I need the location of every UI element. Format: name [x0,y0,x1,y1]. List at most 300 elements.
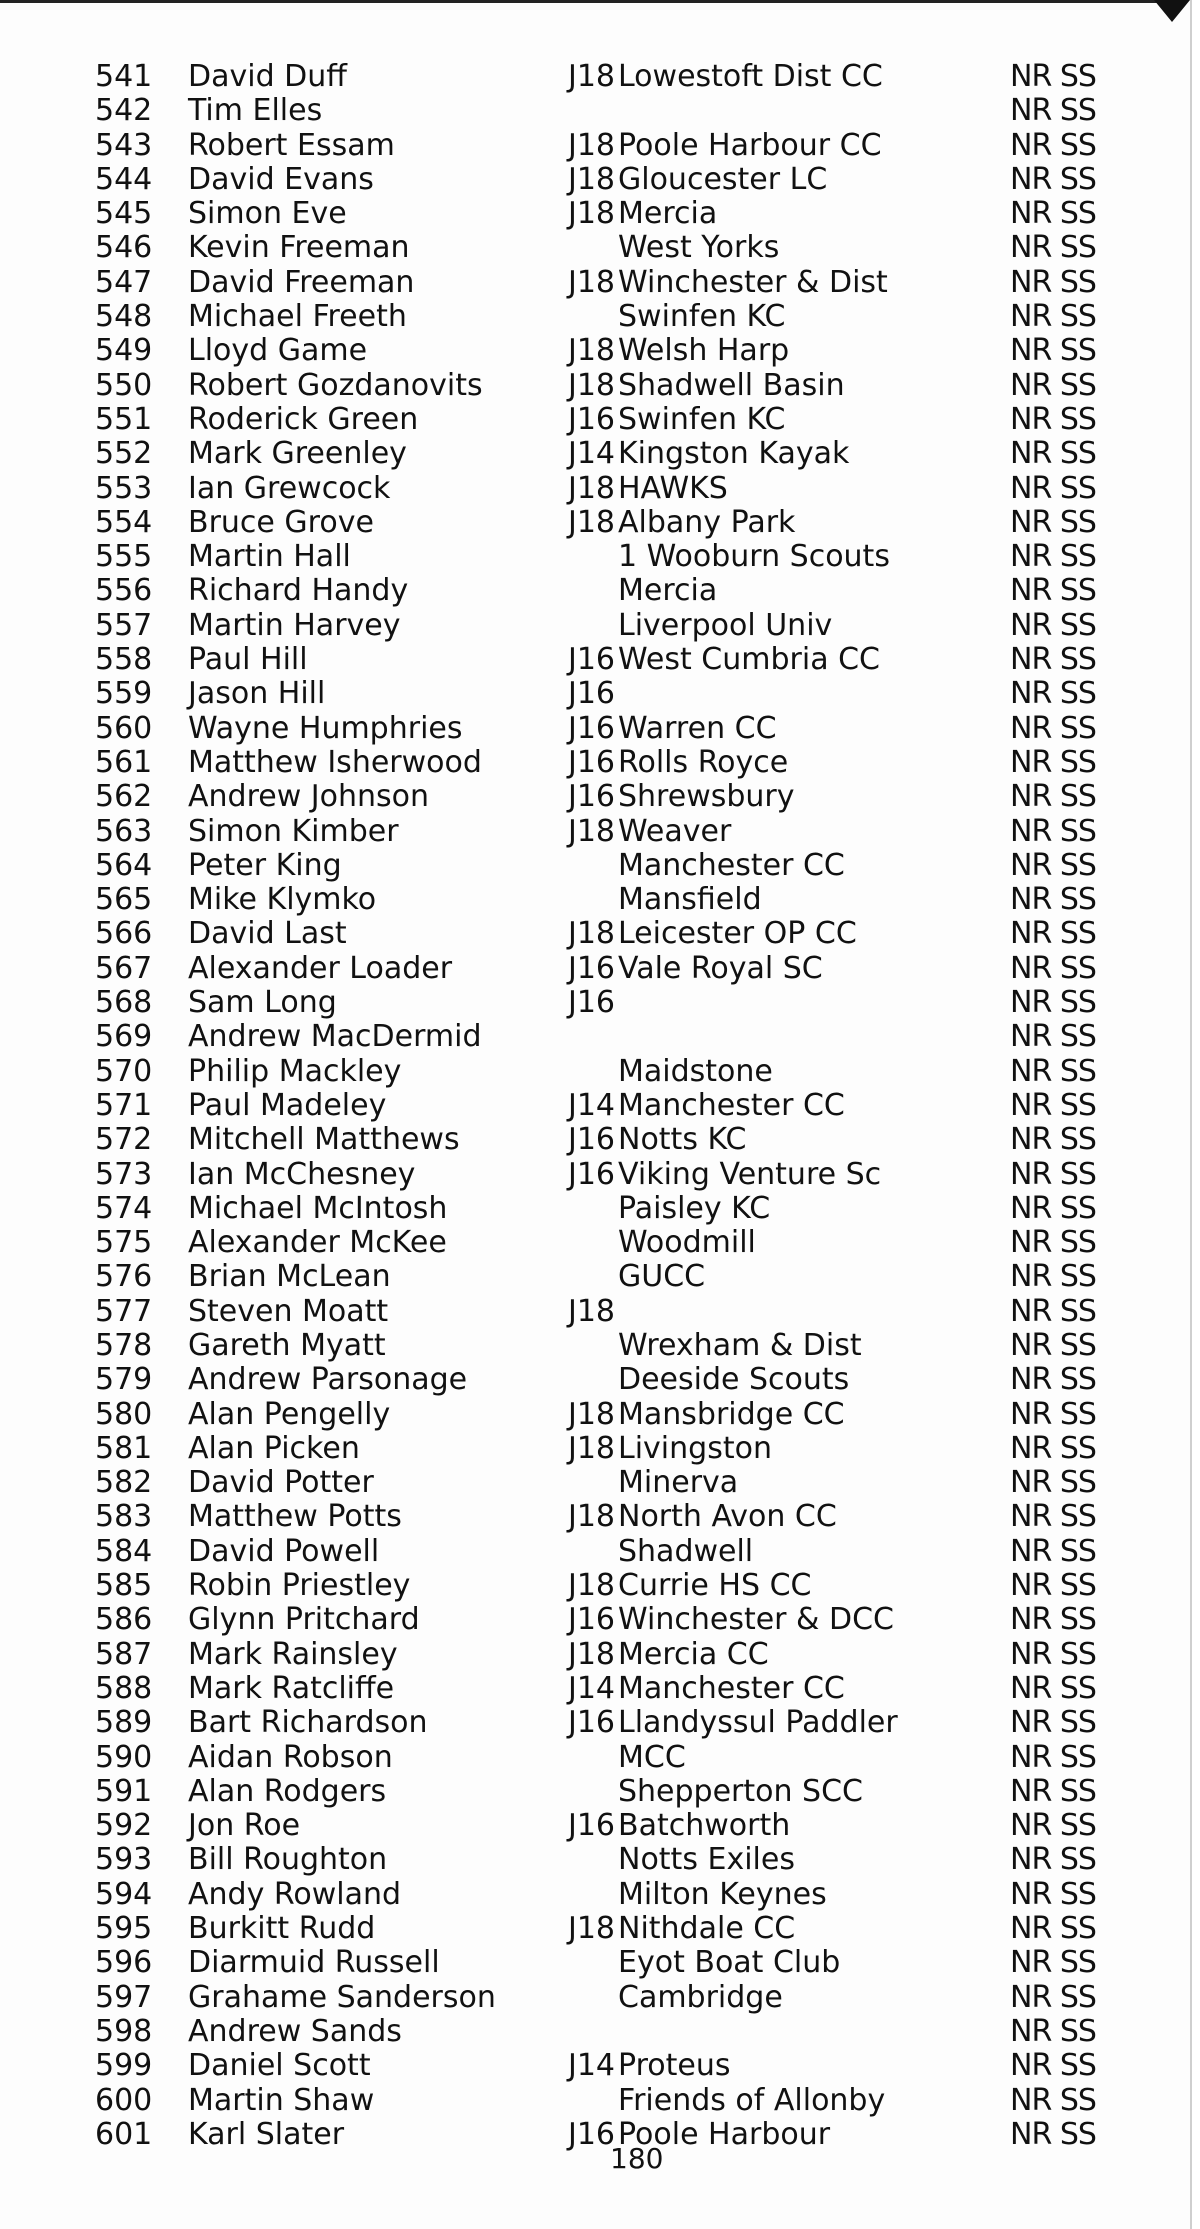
entry-number: 568 [95,985,153,1021]
entry-row [0,300,1190,334]
entry-club: North Avon CC [618,1499,837,1535]
entry-club: Nithdale CC [618,1911,796,1947]
entry-number: 593 [95,1842,153,1878]
entry-number: 595 [95,1911,153,1947]
entry-code: NR SS [1010,676,1096,712]
entry-number: 575 [95,1225,153,1261]
entry-code: NR SS [1010,299,1096,335]
entry-row [0,1466,1190,1500]
entry-code: NR SS [1010,127,1096,163]
entry-class: J14 [567,2048,615,2084]
entry-name: Jason Hill [188,676,326,712]
entry-row [0,746,1190,780]
entry-row [0,60,1190,94]
entry-number: 560 [95,710,153,746]
entry-row [0,1569,1190,1603]
entry-name: Martin Harvey [188,607,401,643]
entry-name: Ian McChesney [188,1156,416,1192]
entry-row [0,1123,1190,1157]
entry-class: J18 [567,127,615,163]
entry-number: 601 [95,2116,153,2152]
entry-code: NR SS [1010,333,1096,369]
entry-name: Michael Freeth [188,299,407,335]
page-number: 180 [610,2142,664,2175]
entry-club: Swinfen KC [618,299,786,335]
entry-code: NR SS [1010,1979,1096,2015]
entry-club: Weaver [618,813,732,849]
entry-club: Livingston [618,1430,772,1466]
entry-code: NR SS [1010,1396,1096,1432]
entry-row [0,1398,1190,1432]
entry-number: 546 [95,230,153,266]
entry-name: Matthew Potts [188,1499,402,1535]
entry-number: 576 [95,1259,153,1295]
entry-row [0,1843,1190,1877]
entry-row [0,266,1190,300]
entry-number: 597 [95,1979,153,2015]
entry-class: J16 [567,985,615,1021]
entry-name: Roderick Green [188,401,419,437]
entry-club: Winchester & Dist [618,264,888,300]
entry-name: Paul Hill [188,642,308,678]
entry-class: J18 [567,367,615,403]
entry-code: NR SS [1010,779,1096,815]
corner-fold-mark [1154,0,1190,22]
entry-club: Liverpool Univ [618,607,833,643]
entry-club: Deeside Scouts [618,1362,850,1398]
entry-row [0,677,1190,711]
entry-row [0,231,1190,265]
entry-club: Milton Keynes [618,1876,827,1912]
entry-number: 600 [95,2082,153,2118]
entry-number: 591 [95,1773,153,1809]
entry-name: Mark Ratcliffe [188,1670,395,1706]
entry-club: Mercia [618,196,718,232]
entry-number: 587 [95,1636,153,1672]
entry-row [0,815,1190,849]
entry-class: J14 [567,1670,615,1706]
entry-number: 549 [95,333,153,369]
entry-name: Mitchell Matthews [188,1122,460,1158]
entry-code: NR SS [1010,2013,1096,2049]
entry-number: 551 [95,401,153,437]
entry-row [0,1809,1190,1843]
entry-row [0,163,1190,197]
entry-row [0,472,1190,506]
entry-number: 584 [95,1533,153,1569]
entry-name: Gareth Myatt [188,1327,386,1363]
entry-name: David Potter [188,1465,374,1501]
entry-code: NR SS [1010,196,1096,232]
entry-club: Leicester OP CC [618,916,857,952]
entry-code: NR SS [1010,1773,1096,1809]
entry-number: 586 [95,1602,153,1638]
entry-number: 583 [95,1499,153,1535]
entry-code: NR SS [1010,1911,1096,1947]
entry-code: NR SS [1010,93,1096,129]
entry-code: NR SS [1010,264,1096,300]
entry-number: 577 [95,1293,153,1329]
entry-name: Martin Shaw [188,2082,375,2118]
entry-code: NR SS [1010,59,1096,94]
entry-row [0,986,1190,1020]
entry-number: 543 [95,127,153,163]
entry-number: 552 [95,436,153,472]
entry-name: Robert Gozdanovits [188,367,483,403]
entry-club: Cambridge [618,1979,783,2015]
entry-name: Kevin Freeman [188,230,410,266]
entry-row [0,2015,1190,2049]
entry-number: 573 [95,1156,153,1192]
entry-row [0,1741,1190,1775]
entry-club: Mercia CC [618,1636,769,1672]
entry-class: J18 [567,196,615,232]
entry-code: NR SS [1010,882,1096,918]
entry-number: 566 [95,916,153,952]
entry-code: NR SS [1010,470,1096,506]
entry-number: 572 [95,1122,153,1158]
entry-name: Andrew Johnson [188,779,430,815]
entry-name: Glynn Pritchard [188,1602,420,1638]
entry-class: J16 [567,950,615,986]
entry-name: Diarmuid Russell [188,1945,440,1981]
entry-number: 564 [95,847,153,883]
entry-number: 596 [95,1945,153,1981]
entry-code: NR SS [1010,916,1096,952]
entry-number: 559 [95,676,153,712]
entry-club: Poole Harbour [618,2116,831,2152]
entry-club: Notts KC [618,1122,747,1158]
entry-number: 563 [95,813,153,849]
entry-name: Brian McLean [188,1259,391,1295]
entry-class: J16 [567,1602,615,1638]
entry-name: David Freeman [188,264,415,300]
entry-name: Richard Handy [188,573,409,609]
entry-club: Mansfield [618,882,762,918]
entry-club: 1 Wooburn Scouts [618,539,890,575]
entry-club: Mansbridge CC [618,1396,845,1432]
entry-class: J18 [567,1293,615,1329]
entry-club: Batchworth [618,1808,791,1844]
entry-name: Steven Moatt [188,1293,389,1329]
entry-number: 594 [95,1876,153,1912]
entry-row [0,1912,1190,1946]
entry-club: Rolls Royce [618,744,789,780]
entry-name: David Evans [188,161,374,197]
entry-class: J18 [567,1568,615,1604]
entry-row [0,506,1190,540]
entry-row [0,129,1190,163]
entry-class: J14 [567,1087,615,1123]
entry-row [0,403,1190,437]
entry-code: NR SS [1010,1019,1096,1055]
entry-club: Minerva [618,1465,739,1501]
entry-row [0,2049,1190,2083]
entry-name: Andy Rowland [188,1876,402,1912]
entry-number: 578 [95,1327,153,1363]
entry-name: Philip Mackley [188,1053,402,1089]
entry-code: NR SS [1010,1842,1096,1878]
entry-name: Bart Richardson [188,1705,428,1741]
entry-club: Wrexham & Dist [618,1327,862,1363]
entry-number: 565 [95,882,153,918]
entry-number: 581 [95,1430,153,1466]
entry-club: Kingston Kayak [618,436,850,472]
entry-code: NR SS [1010,367,1096,403]
entry-name: Ian Grewcock [188,470,391,506]
entry-number: 547 [95,264,153,300]
entry-number: 599 [95,2048,153,2084]
entry-number: 544 [95,161,153,197]
entry-class: J18 [567,1396,615,1432]
entry-name: Mark Greenley [188,436,407,472]
entry-class: J16 [567,1156,615,1192]
entry-number: 545 [95,196,153,232]
entry-code: NR SS [1010,1568,1096,1604]
entry-number: 557 [95,607,153,643]
entry-row [0,917,1190,951]
entry-row [0,94,1190,128]
entry-row [0,849,1190,883]
entry-name: Jon Roe [188,1808,301,1844]
entry-class: J16 [567,744,615,780]
entry-club: Woodmill [618,1225,756,1261]
entry-name: Karl Slater [188,2116,345,2152]
entry-club: Manchester CC [618,1670,845,1706]
entry-row [0,643,1190,677]
entry-name: Peter King [188,847,342,883]
entry-code: NR SS [1010,1533,1096,1569]
entry-club: GUCC [618,1259,706,1295]
entry-row [0,1226,1190,1260]
entry-club: Maidstone [618,1053,773,1089]
entry-code: NR SS [1010,436,1096,472]
entry-class: J18 [567,333,615,369]
entry-class: J16 [567,1705,615,1741]
entry-name: Andrew Sands [188,2013,402,2049]
entry-name: Paul Madeley [188,1087,387,1123]
entry-number: 558 [95,642,153,678]
entry-number: 556 [95,573,153,609]
entry-name: Andrew Parsonage [188,1362,468,1398]
entry-row [0,369,1190,403]
entry-row [0,1500,1190,1534]
entry-club: Shrewsbury [618,779,795,815]
entry-number: 590 [95,1739,153,1775]
entry-number: 554 [95,504,153,540]
entry-class: J18 [567,1636,615,1672]
entry-row [0,883,1190,917]
entry-row [0,1055,1190,1089]
entry-code: NR SS [1010,710,1096,746]
entry-code: NR SS [1010,1499,1096,1535]
entry-code: NR SS [1010,1087,1096,1123]
entry-number: 562 [95,779,153,815]
entry-row [0,1775,1190,1809]
entry-club: West Cumbria CC [618,642,881,678]
entry-row [0,334,1190,368]
entry-club: Shadwell [618,1533,754,1569]
entry-code: NR SS [1010,607,1096,643]
entry-name: Mike Klymko [188,882,377,918]
entry-code: NR SS [1010,2116,1096,2152]
entry-number: 598 [95,2013,153,2049]
entry-row [0,2084,1190,2118]
entry-row [0,1946,1190,1980]
entry-name: Simon Eve [188,196,347,232]
entry-code: NR SS [1010,813,1096,849]
entry-name: Alan Rodgers [188,1773,387,1809]
entry-code: NR SS [1010,2082,1096,2118]
entry-name: Alexander McKee [188,1225,447,1261]
entry-code: NR SS [1010,1430,1096,1466]
entry-club: Viking Venture Sc [618,1156,882,1192]
entry-number: 582 [95,1465,153,1501]
entry-row [0,197,1190,231]
entry-class: J18 [567,504,615,540]
entry-name: Grahame Sanderson [188,1979,496,2015]
entry-row [0,712,1190,746]
entry-club: Albany Park [618,504,796,540]
entry-class: J16 [567,2116,615,2152]
entry-club: Shadwell Basin [618,367,845,403]
entry-class: J16 [567,401,615,437]
entry-row [0,437,1190,471]
entry-club: Friends of Allonby [618,2082,886,2118]
entry-number: 580 [95,1396,153,1432]
entry-code: NR SS [1010,401,1096,437]
entry-code: NR SS [1010,1293,1096,1329]
entry-code: NR SS [1010,1876,1096,1912]
entry-row [0,1672,1190,1706]
entry-class: J16 [567,1122,615,1158]
entry-row [0,609,1190,643]
entry-name: Alan Picken [188,1430,360,1466]
entry-class: J18 [567,470,615,506]
entry-club: HAWKS [618,470,728,506]
entry-code: NR SS [1010,539,1096,575]
entry-name: Bill Roughton [188,1842,388,1878]
entry-class: J18 [567,813,615,849]
entry-row [0,952,1190,986]
entry-code: NR SS [1010,985,1096,1021]
entry-row [0,1878,1190,1912]
entry-number: 555 [95,539,153,575]
entry-number: 561 [95,744,153,780]
entry-code: NR SS [1010,2048,1096,2084]
entry-row [0,540,1190,574]
entry-name: Lloyd Game [188,333,368,369]
entry-row [0,1158,1190,1192]
entry-number: 588 [95,1670,153,1706]
entry-name: Martin Hall [188,539,351,575]
entry-row [0,1603,1190,1637]
entry-number: 542 [95,93,153,129]
entry-club: MCC [618,1739,686,1775]
entry-name: Mark Rainsley [188,1636,398,1672]
entry-name: Bruce Grove [188,504,374,540]
entry-code: NR SS [1010,1739,1096,1775]
entry-name: Sam Long [188,985,337,1021]
entry-club: Currie HS CC [618,1568,812,1604]
entry-number: 579 [95,1362,153,1398]
entry-number: 570 [95,1053,153,1089]
entry-club: Warren CC [618,710,777,746]
entry-club: Paisley KC [618,1190,771,1226]
entry-class: J18 [567,1911,615,1947]
entry-club: Swinfen KC [618,401,786,437]
entry-class: J16 [567,779,615,815]
entry-code: NR SS [1010,1465,1096,1501]
entry-row [0,1260,1190,1294]
entry-row [0,780,1190,814]
entry-code: NR SS [1010,744,1096,780]
entry-row [0,1535,1190,1569]
entry-code: NR SS [1010,847,1096,883]
entry-class: J16 [567,1808,615,1844]
entry-code: NR SS [1010,1602,1096,1638]
entry-code: NR SS [1010,1156,1096,1192]
entry-name: Tim Elles [188,93,323,129]
entry-code: NR SS [1010,1190,1096,1226]
entry-club: Eyot Boat Club [618,1945,841,1981]
entry-code: NR SS [1010,161,1096,197]
entry-name: David Last [188,916,347,952]
entry-number: 589 [95,1705,153,1741]
entry-class: J16 [567,710,615,746]
top-border [0,0,1160,3]
entry-club: Welsh Harp [618,333,790,369]
entry-row [0,2118,1190,2152]
entry-code: NR SS [1010,642,1096,678]
entry-code: NR SS [1010,1945,1096,1981]
entry-club: Winchester & DCC [618,1602,894,1638]
entry-row [0,1295,1190,1329]
entry-row [0,1638,1190,1672]
entry-name: David Duff [188,59,347,94]
entry-club: Vale Royal SC [618,950,823,986]
entry-row [0,1432,1190,1466]
entry-number: 592 [95,1808,153,1844]
entry-name: Alan Pengelly [188,1396,391,1432]
entry-row [0,1706,1190,1740]
entry-club: Proteus [618,2048,731,2084]
entry-class: J18 [567,1499,615,1535]
entry-row [0,1363,1190,1397]
entry-list [0,60,1190,2152]
entry-name: Michael McIntosh [188,1190,448,1226]
entry-code: NR SS [1010,1808,1096,1844]
entry-name: David Powell [188,1533,380,1569]
entry-number: 553 [95,470,153,506]
entry-name: Robin Priestley [188,1568,411,1604]
entry-club: Gloucester LC [618,161,828,197]
entry-code: NR SS [1010,1670,1096,1706]
entry-class: J18 [567,1430,615,1466]
entry-name: Simon Kimber [188,813,399,849]
entry-class: J18 [567,59,615,94]
entry-club: Llandyssul Paddler [618,1705,898,1741]
entry-name: Andrew MacDermid [188,1019,482,1055]
entry-club: Shepperton SCC [618,1773,863,1809]
entry-class: J14 [567,436,615,472]
entry-code: NR SS [1010,1362,1096,1398]
entry-number: 571 [95,1087,153,1123]
entry-row [0,1192,1190,1226]
entry-class: J18 [567,161,615,197]
entry-class: J16 [567,642,615,678]
entry-row [0,1329,1190,1363]
